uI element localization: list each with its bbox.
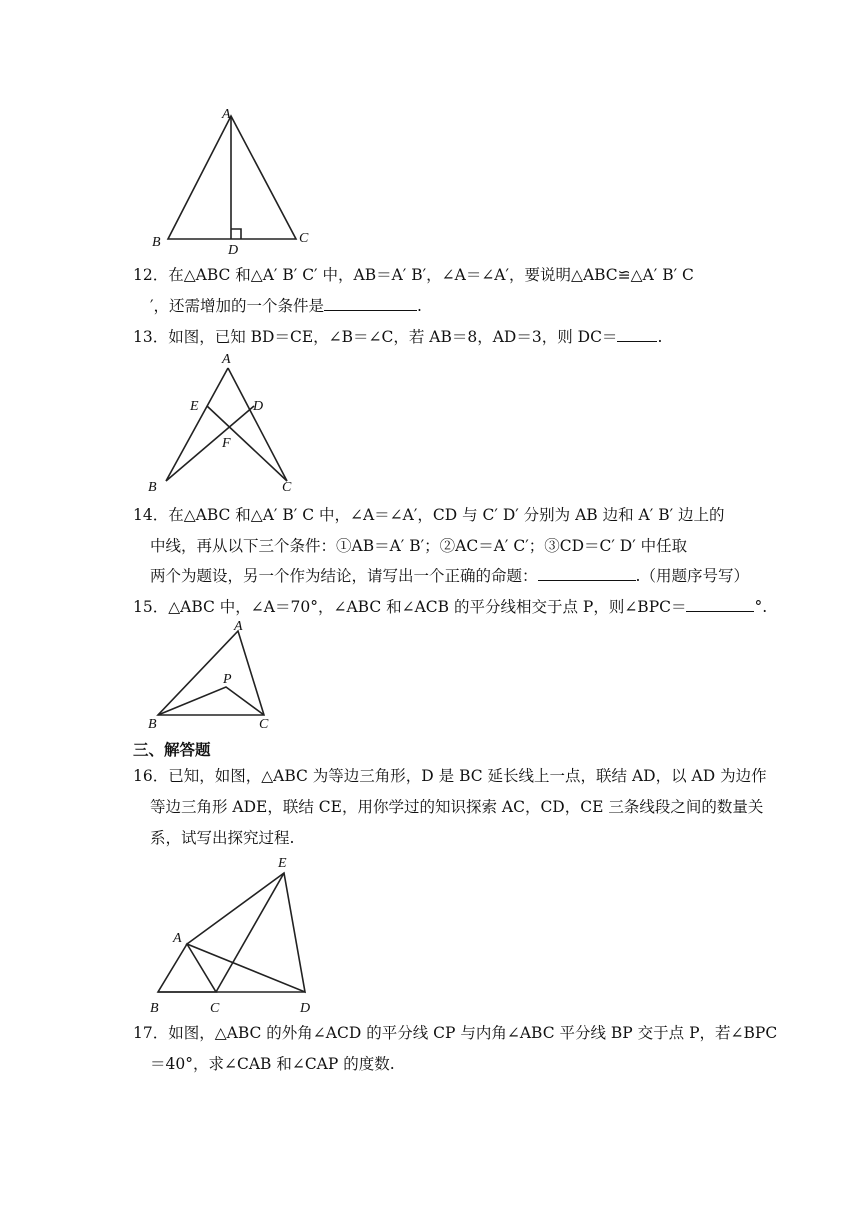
label-c: C	[210, 1001, 220, 1016]
q12-line2	[150, 296, 422, 316]
label-c: C	[299, 231, 309, 246]
figure-triangle-altitude	[140, 100, 330, 260]
bisectors-bp-cp	[158, 687, 264, 715]
figure-crossing-triangle	[140, 348, 310, 498]
label-a: A	[173, 931, 182, 946]
q14-answer-blank[interactable]	[538, 566, 636, 581]
q14-line1: 14．在△ABC 和△A′ B′ C 中，∠A＝∠A′，CD 与 C′ D′ 分别为 AB 边和 A′ B′ 边上的	[133, 506, 725, 524]
q12-answer-blank[interactable]	[324, 296, 417, 311]
label-e: E	[278, 856, 287, 871]
q14-line2: 中线，再从以下三个条件：①AB＝A′ B′；②AC＝A′ C′；③CD＝C′ D′ 中任取	[150, 537, 688, 555]
label-b: B	[148, 480, 157, 495]
label-e: E	[190, 399, 199, 414]
label-a: A	[234, 619, 243, 634]
q16-line2: 等边三角形 ADE，联结 CE，用你学过的知识探索 AC，CD，CE 三条线段之间的数量关	[150, 798, 764, 816]
figure-bisector-triangle	[140, 615, 290, 735]
label-d: D	[300, 1001, 311, 1016]
label-p: P	[223, 672, 232, 687]
q13-body: 13．如图，已知 BD＝CE，∠B＝∠C，若 AB＝8，AD＝3，则 DC＝	[133, 328, 618, 346]
q13-text	[133, 327, 662, 347]
label-f: F	[222, 436, 231, 451]
figure-equilateral-triangles	[140, 852, 340, 1022]
q16-line1: 16．已知，如图，△ABC 为等边三角形，D 是 BC 延长线上一点，联结 AD，以 AD 为边作	[133, 767, 767, 785]
label-d: D	[228, 243, 239, 258]
triangle-abc	[168, 116, 296, 239]
label-c: C	[259, 717, 269, 732]
segment-ce	[207, 406, 287, 481]
label-a: A	[222, 352, 231, 367]
label-b: B	[152, 235, 161, 250]
q12-end: .	[417, 297, 422, 315]
q14-line3	[150, 566, 749, 586]
q16-line3: 系，试写出探究过程.	[150, 829, 295, 847]
label-d: D	[253, 399, 264, 414]
side-ab	[166, 368, 228, 481]
q12-line1: 12．在△ABC 和△A′ B′ C′ 中，AB＝A′ B′，∠A＝∠A′，要说明△ABC≌△A′ B′ C	[133, 266, 694, 284]
label-b: B	[148, 717, 157, 732]
q14-line3-text: 两个为题设，另一个作为结论，请写出一个正确的命题：	[150, 567, 538, 585]
label-b: B	[150, 1001, 159, 1016]
q17-line2: ＝40°，求∠CAB 和∠CAP 的度数.	[150, 1055, 395, 1073]
label-a: A	[222, 107, 231, 122]
q13-end: .	[657, 328, 663, 346]
q15-answer-blank[interactable]	[686, 597, 754, 612]
q15-text	[133, 597, 767, 617]
segment-bd	[166, 406, 254, 481]
q15-end: °.	[754, 598, 768, 616]
section-title: 三、解答题	[133, 741, 211, 759]
q17-line1: 17．如图，△ABC 的外角∠ACD 的平分线 CP 与内角∠ABC 平分线 BP 交于点 P，若∠BPC	[133, 1024, 778, 1042]
q15-body: 15．△ABC 中，∠A＝70°，∠ABC 和∠ACB 的平分线相交于点 P，则∠BPC＝	[133, 598, 687, 616]
triangle-abc	[158, 944, 216, 992]
q12-line2-text: ′，还需增加的一个条件是	[150, 297, 325, 315]
q13-answer-blank[interactable]	[617, 327, 657, 342]
right-angle-mark	[231, 229, 241, 239]
side-ac	[228, 368, 287, 481]
q14-line3-end: .（用题序号写）	[635, 567, 749, 585]
label-c: C	[282, 480, 292, 495]
segment-ce	[216, 873, 284, 992]
